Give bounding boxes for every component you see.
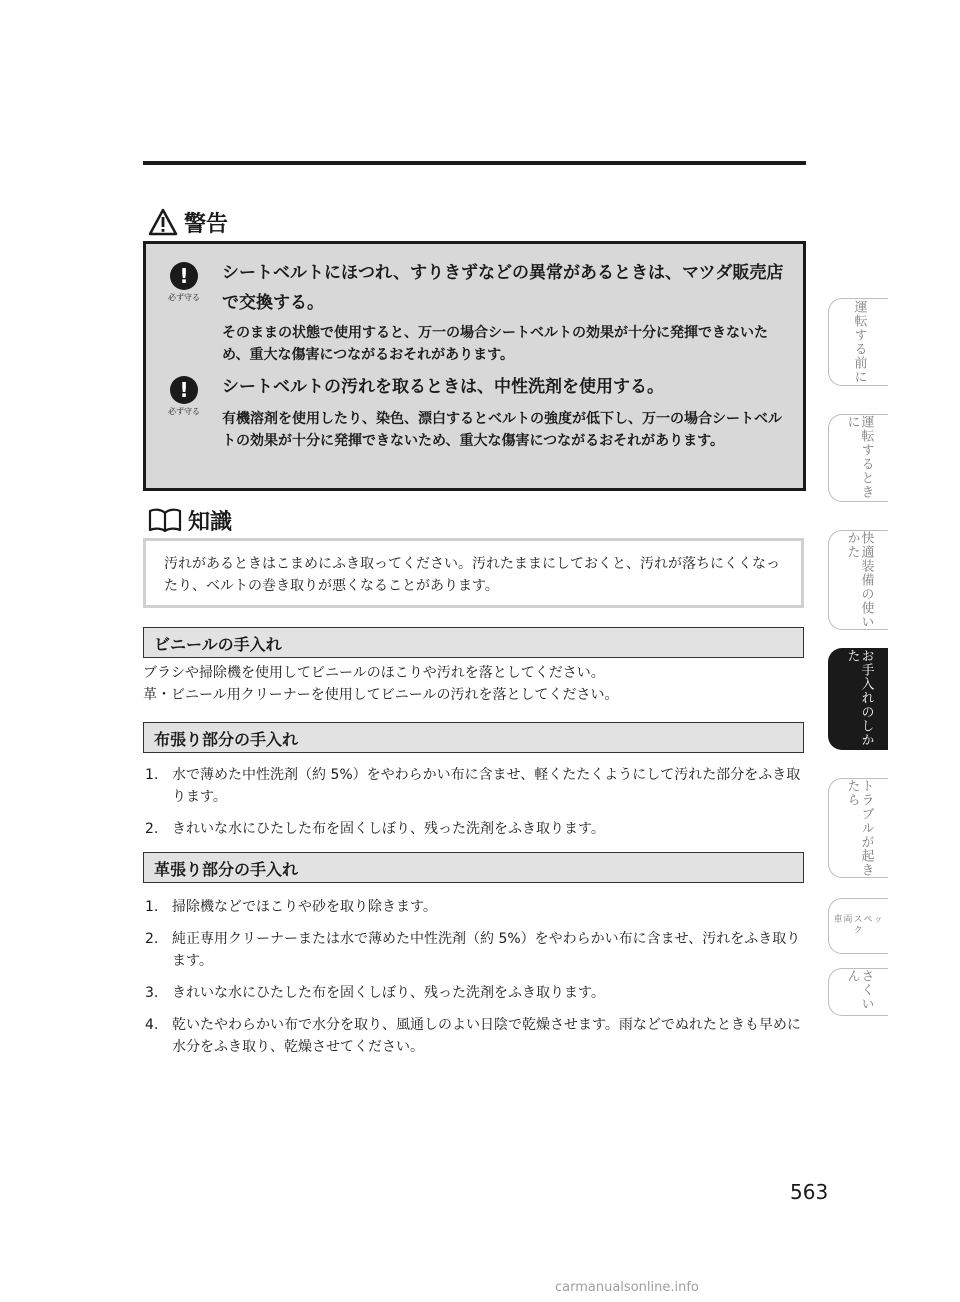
warning-item-title: シートベルトの汚れを取るときは、中性洗剤を使用する。 (222, 377, 664, 397)
must-follow-badge: ! 必ず守る (168, 378, 200, 416)
side-tab-while-driving[interactable]: 運転するときに (828, 414, 888, 502)
paragraph: 革・ビニール用クリーナーを使用してビニールの汚れを落としてください。 (143, 687, 619, 703)
knowledge-text: 汚れがあるときはこまめにふき取ってください。汚れたままにしておくと、汚れが落ちにくくなったり、ベルトの巻き取りが悪くなることがあります。 (164, 556, 780, 594)
fabric-steps (145, 764, 805, 850)
warning-item-body: 有機溶剤を使用したり、染色、漂白するとベルトの強度が低下し、万一の場合シートベルトの効果が十分に発揮できないため、重大な傷害につながるおそれがあります。 (222, 411, 782, 449)
knowledge-title: 知識 (188, 509, 233, 535)
leather-steps (145, 896, 805, 1068)
list-item: 1. 掃除機などでほこりや砂を取り除きます。 (145, 899, 437, 915)
page-number: 563 (790, 1180, 829, 1204)
list-item: 2. きれいな水にひたした布を固くしぼり、残った洗剤をふき取ります。 (145, 821, 605, 837)
side-tab-index[interactable]: さくいん (828, 968, 888, 1016)
side-tab-troubleshooting[interactable]: トラブルが起きたら (828, 778, 888, 878)
knowledge-heading (148, 504, 232, 536)
section-heading-fabric: 布張り部分の手入れ (143, 722, 804, 753)
section-heading-leather: 革張り部分の手入れ (143, 852, 804, 883)
warning-item-body: そのままの状態で使用すると、万一の場合シートベルトの効果が十分に発揮できないため、重大な傷害につながるおそれがあります。 (222, 325, 768, 363)
warning-box (143, 241, 806, 491)
open-book-icon (148, 507, 182, 533)
side-tab-comfort-features[interactable]: 快適装備の使いかた (828, 530, 888, 630)
knowledge-box (143, 538, 804, 608)
must-follow-badge: ! 必ず守る (168, 264, 200, 302)
warning-title: 警告 (184, 211, 229, 237)
warning-heading (148, 206, 228, 238)
exclamation-icon: ! (170, 376, 198, 404)
list-item: 4. 乾いたやわらかい布で水分を取り、風通しのよい日陰で乾燥させます。雨などでぬれたときも早めに水分をふき取り、乾燥させてください。 (145, 1017, 801, 1055)
side-tab-maintenance[interactable]: お手入れのしかた (828, 648, 888, 750)
list-item: 3. きれいな水にひたした布を固くしぼり、残った洗剤をふき取ります。 (145, 985, 605, 1001)
paragraph: ブラシや掃除機を使用してビニールのほこりや汚れを落としてください。 (143, 665, 605, 681)
list-item: 1. 水で薄めた中性洗剤（約 5%）をやわらかい布に含ませ、軽くたたくようにして汚れた部分をふき取ります。 (145, 767, 801, 805)
warning-triangle-icon (148, 208, 178, 236)
exclamation-icon: ! (170, 262, 198, 290)
watermark: carmanualsonline.info (555, 1280, 699, 1295)
list-item: 2. 純正専用クリーナーまたは水で薄めた中性洗剤（約 5%）をやわらかい布に含ませ、汚れをふき取ります。 (145, 931, 801, 969)
warning-item-title: シートベルトにほつれ、すりきずなどの異常があるときは、マツダ販売店で交換する。 (222, 263, 784, 313)
top-rule (143, 161, 806, 165)
side-tab-before-driving[interactable]: 運転する前に (828, 298, 888, 386)
side-tab-specifications[interactable]: 車両スペック (828, 898, 888, 954)
section-heading-vinyl: ビニールの手入れ (143, 627, 804, 658)
